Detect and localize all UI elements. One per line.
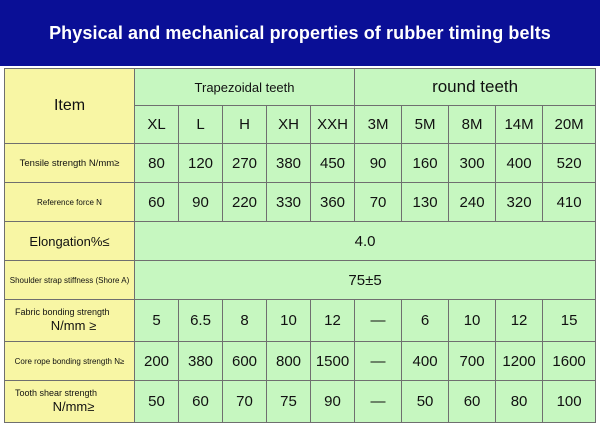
type-header: 14M [496, 106, 543, 144]
value-cell: 6 [402, 300, 449, 342]
value-cell: 800 [267, 342, 311, 381]
value-cell: 320 [496, 183, 543, 222]
value-cell: 8 [223, 300, 267, 342]
row-label-line: Fabric bonding strength [15, 306, 110, 317]
value-cell: 5 [135, 300, 179, 342]
value-cell: 300 [449, 144, 496, 183]
value-cell: 90 [311, 381, 355, 423]
value-cell: 1200 [496, 342, 543, 381]
type-header: XH [267, 106, 311, 144]
value-cell: 380 [267, 144, 311, 183]
value-cell: 70 [223, 381, 267, 423]
type-header: 20M [543, 106, 596, 144]
row-label-fabric-bonding-strength [5, 300, 135, 342]
row-elongation [5, 222, 596, 261]
value-cell: 160 [402, 144, 449, 183]
value-cell: 10 [267, 300, 311, 342]
type-header: H [223, 106, 267, 144]
row-label-unit: N/mm≥ [52, 399, 95, 414]
value-cell: 60 [179, 381, 223, 423]
row-label-tensile-strength: Tensile strength N/mm≥ [5, 144, 135, 183]
value-cell: 600 [223, 342, 267, 381]
value-cell: 100 [543, 381, 596, 423]
value-cell: 15 [543, 300, 596, 342]
type-header: XXH [311, 106, 355, 144]
value-cell: 400 [496, 144, 543, 183]
value-cell: 10 [449, 300, 496, 342]
row-label-line: Tooth shear strength [15, 387, 98, 398]
value-cell: 330 [267, 183, 311, 222]
value-cell: 70 [355, 183, 402, 222]
title-banner [0, 0, 600, 66]
row-label-core-rope-bonding-strength: Core rope bonding strength N≥ [5, 342, 135, 381]
value-cell: 270 [223, 144, 267, 183]
item-header: Item [5, 69, 135, 144]
value-cell: — [355, 342, 402, 381]
value-cell: 60 [135, 183, 179, 222]
properties-table [4, 68, 596, 423]
value-cell: 360 [311, 183, 355, 222]
value-cell: 240 [449, 183, 496, 222]
row-tooth-shear-strength [5, 381, 596, 423]
trapezoidal-teeth-header: Trapezoidal teeth [135, 69, 355, 106]
value-cell: 60 [449, 381, 496, 423]
header-row-groups [5, 69, 596, 106]
type-header: L [179, 106, 223, 144]
value-cell: 220 [223, 183, 267, 222]
row-label-shoulder-strap-stiffness: Shoulder strap stiffness (Shore A) [5, 261, 135, 300]
value-cell: 6.5 [179, 300, 223, 342]
value-cell: 12 [311, 300, 355, 342]
properties-table-wrapper [4, 68, 595, 422]
row-label-unit: N/mm ≥ [50, 318, 97, 333]
type-header: XL [135, 106, 179, 144]
page-title: Physical and mechanical properties of rubber timing belts [49, 22, 551, 43]
value-cell: 90 [179, 183, 223, 222]
value-cell: 90 [355, 144, 402, 183]
row-tensile-strength [5, 144, 596, 183]
row-shoulder-strap-stiffness [5, 261, 596, 300]
value-cell: 80 [135, 144, 179, 183]
row-label-reference-force: Reference force N [5, 183, 135, 222]
row-reference-force [5, 183, 596, 222]
value-cell: 410 [543, 183, 596, 222]
value-cell: 450 [311, 144, 355, 183]
value-cell: — [355, 300, 402, 342]
type-header: 5M [402, 106, 449, 144]
row-core-rope-bonding-strength [5, 342, 596, 381]
type-header: 3M [355, 106, 402, 144]
round-teeth-header: round teeth [355, 69, 596, 106]
shoulder-strap-stiffness-value: 75±5 [135, 261, 596, 300]
value-cell: 700 [449, 342, 496, 381]
value-cell: 200 [135, 342, 179, 381]
value-cell: 1600 [543, 342, 596, 381]
value-cell: — [355, 381, 402, 423]
value-cell: 380 [179, 342, 223, 381]
value-cell: 130 [402, 183, 449, 222]
row-label-elongation: Elongation%≤ [5, 222, 135, 261]
value-cell: 12 [496, 300, 543, 342]
row-fabric-bonding-strength [5, 300, 596, 342]
value-cell: 50 [135, 381, 179, 423]
value-cell: 520 [543, 144, 596, 183]
type-header: 8M [449, 106, 496, 144]
value-cell: 80 [496, 381, 543, 423]
row-label-tooth-shear-strength [5, 381, 135, 423]
elongation-value: 4.0 [135, 222, 596, 261]
value-cell: 400 [402, 342, 449, 381]
value-cell: 50 [402, 381, 449, 423]
value-cell: 75 [267, 381, 311, 423]
value-cell: 120 [179, 144, 223, 183]
value-cell: 1500 [311, 342, 355, 381]
